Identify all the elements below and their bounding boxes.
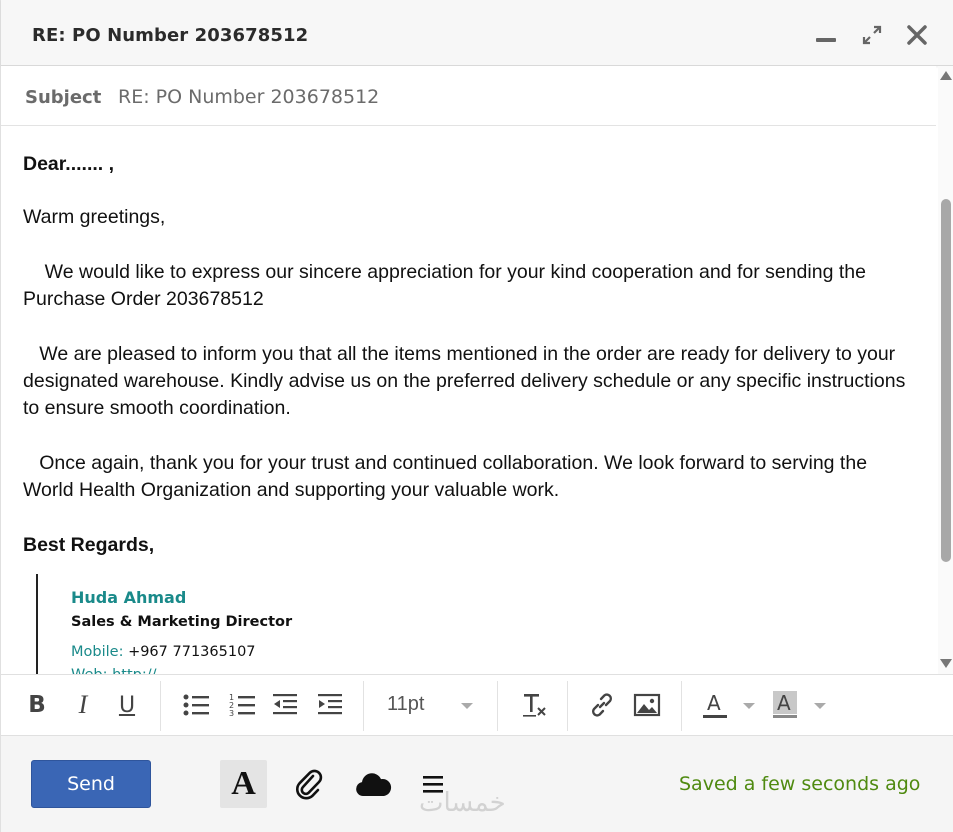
outdent-icon[interactable] <box>270 689 300 721</box>
text-color-icon[interactable] <box>701 689 729 721</box>
numbered-list-icon[interactable] <box>227 689 257 721</box>
toolbar-divider <box>363 681 364 731</box>
subject-label: Subject <box>25 87 102 108</box>
title-bar <box>1 0 953 66</box>
svg-text:3: 3 <box>229 709 235 718</box>
attachment-icon[interactable] <box>291 760 327 808</box>
signature-mobile-value: +967 771365107 <box>128 644 256 660</box>
formatting-toolbar <box>1 674 953 736</box>
text-color-dropdown-icon[interactable] <box>743 703 755 709</box>
maximize-button[interactable] <box>859 22 885 48</box>
window-title: RE: PO Number 203678512 <box>32 25 309 46</box>
format-icon[interactable]: A <box>220 760 267 808</box>
closing-text: Best Regards, <box>23 534 155 556</box>
svg-text:A: A <box>707 691 721 715</box>
toolbar-divider <box>160 681 161 731</box>
scroll-down-arrow-icon[interactable] <box>940 659 952 668</box>
link-icon[interactable] <box>587 689 617 721</box>
underline-icon[interactable]: U <box>118 692 136 718</box>
close-icon <box>904 22 930 48</box>
svg-text:1: 1 <box>229 693 235 702</box>
greeting-text: Dear....... , <box>23 153 115 175</box>
paragraph-2: We are pleased to inform you that all the items mentioned in the order are ready for delivery to your designated warehouse. Kindly advise us on the preferred delivery schedule or any specific instructions to ensure smooth coordination. <box>23 343 911 419</box>
paragraph-1: We would like to express our sincere appreciation for your kind cooperation and for sending the Purchase Order 203678512 <box>23 261 872 310</box>
cloud-icon[interactable] <box>353 760 393 808</box>
highlight-color-icon[interactable] <box>771 689 799 721</box>
scrollbar-thumb[interactable] <box>941 199 951 562</box>
scroll-up-arrow-icon[interactable] <box>940 71 952 80</box>
svg-text:2: 2 <box>229 701 235 710</box>
save-status-text: Saved a few seconds ago <box>679 773 921 795</box>
italic-icon[interactable]: I <box>78 690 88 719</box>
message-body-editor[interactable] <box>1 127 938 674</box>
signature-mobile <box>71 644 256 660</box>
signature-mobile-label: Mobile: <box>71 644 124 660</box>
toolbar-divider <box>497 681 498 731</box>
toolbar-divider <box>567 681 568 731</box>
signature-title: Sales & Marketing Director <box>71 614 293 630</box>
font-size-dropdown-icon[interactable] <box>461 703 473 709</box>
svg-text:A: A <box>777 691 791 715</box>
paragraph-3: Once again, thank you for your trust and continued collaboration. We look forward to serving the World Health Organization and supporting your valuable work. <box>23 452 873 501</box>
highlight-color-dropdown-icon[interactable] <box>814 703 826 709</box>
watermark-text: خمسات <box>419 788 506 818</box>
expand-icon <box>859 22 885 48</box>
subject-row <box>1 66 936 126</box>
image-icon[interactable] <box>632 689 662 721</box>
compose-footer <box>1 736 953 832</box>
toolbar-divider <box>681 681 682 731</box>
indent-icon[interactable] <box>315 689 345 721</box>
subject-input[interactable] <box>118 86 918 108</box>
email-signature <box>36 574 436 684</box>
opening-text: Warm greetings, <box>23 206 166 228</box>
signature-name: Huda Ahmad <box>71 588 187 607</box>
bold-icon[interactable]: B <box>28 692 46 718</box>
close-button[interactable] <box>904 22 930 48</box>
minimize-icon <box>813 22 839 48</box>
send-button[interactable]: Send <box>31 760 151 808</box>
font-size-select[interactable]: 11pt <box>387 693 425 715</box>
bulleted-list-icon[interactable] <box>181 689 211 721</box>
minimize-button[interactable] <box>813 22 839 48</box>
vertical-scrollbar[interactable] <box>938 66 953 674</box>
clear-format-icon[interactable] <box>519 689 549 721</box>
